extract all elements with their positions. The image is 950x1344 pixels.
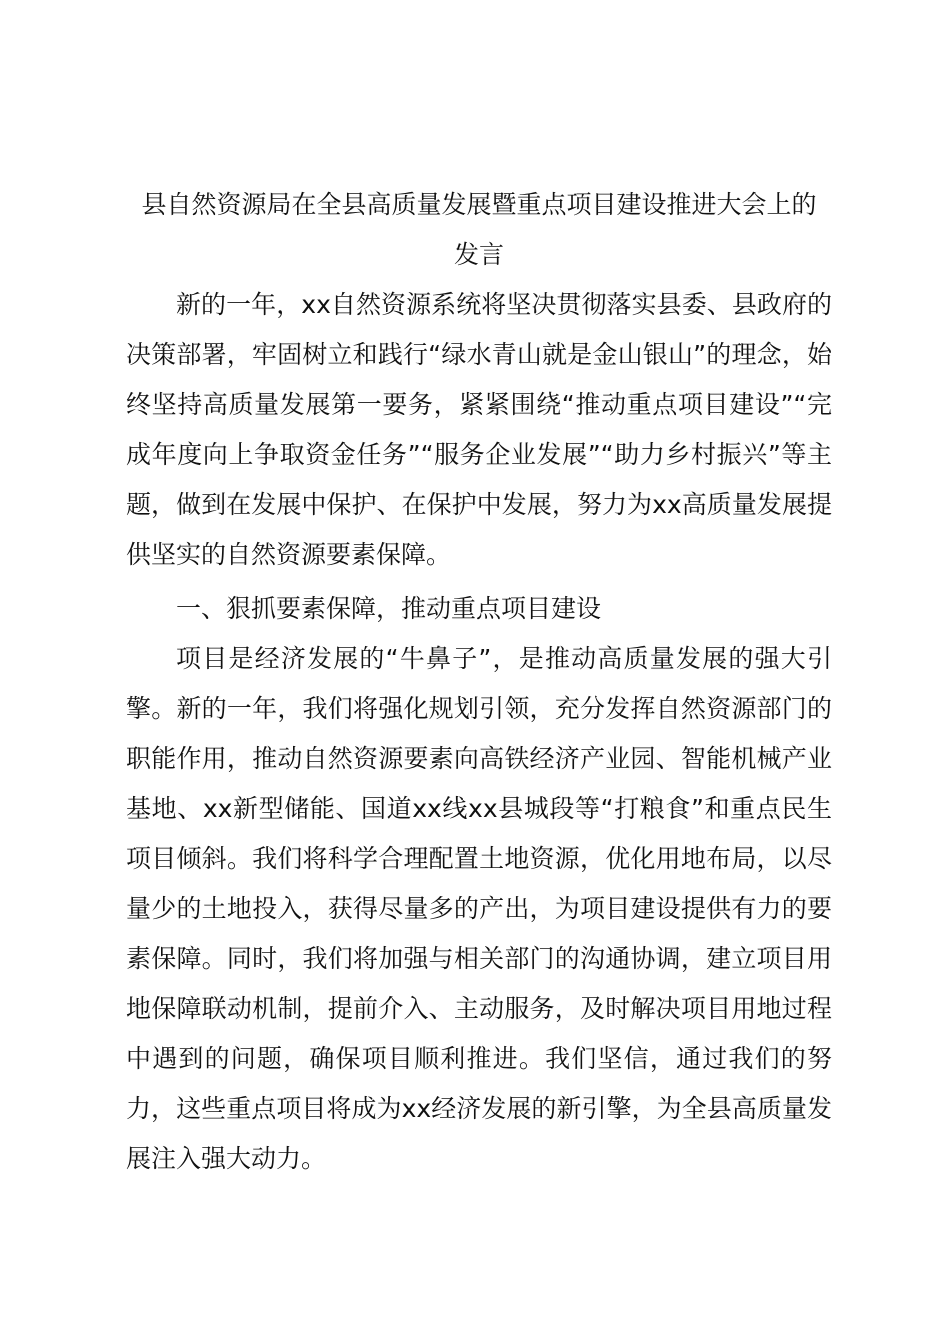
document-title-line1: 县自然资源局在全县高质量发展暨重点项目建设推进大会上的 [141,190,817,219]
document-title-line2: 发言 [453,240,504,269]
paragraph-intro: 新的一年，xx自然资源系统将坚决贯彻落实县委、县政府的决策部署，牢固树立和践行“绿水青山就是金山银山”的理念，始终坚持高质量发展第一要务，紧紧围绕“推动重点项目建设”“完成年度向上争取资金任务”“服务企业发展”“助力乡村振兴”等主题，做到在发展中保护、在保护中发展，努力为xx高质量发展提供坚实的自然资源要素保障。 [126,290,832,569]
paragraph-section-1: 项目是经济发展的“牛鼻子”，是推动高质量发展的强大引擎。新的一年，我们将强化规划引领，充分发挥自然资源部门的职能作用，推动自然资源要素向高铁经济产业园、智能机械产业基地、xx新型储能、国道xx线xx县城段等“打粮食”和重点民生项目倾斜。我们将科学合理配置土地资源，优化用地布局，以尽量少的土地投入，获得尽量多的产出，为项目建设提供有力的要素保障。同时，我们将加强与相关部门的沟通协调，建立项目用地保障联动机制，提前介入、主动服务，及时解决项目用地过程中遇到的问题，确保项目顺利推进。我们坚信，通过我们的努力，这些重点项目将成为xx经济发展的新引擎，为全县高质量发展注入强大动力。 [126,644,832,1173]
document-page [126,180,832,1184]
section-heading-1: 一、狠抓要素保障，推动重点项目建设 [176,594,602,623]
